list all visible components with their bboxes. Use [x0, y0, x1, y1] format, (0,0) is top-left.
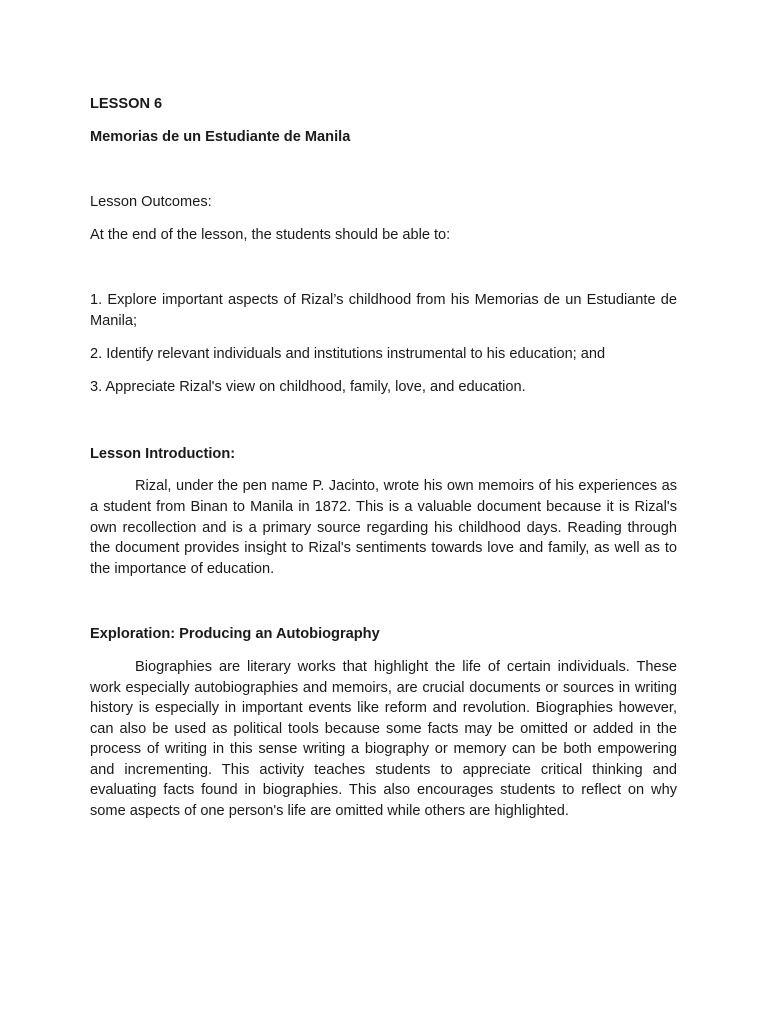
introduction-body: Rizal, under the pen name P. Jacinto, wrote his own memoirs of his experiences as a student from Binan to Manila in 1872. This is a valuable document because it is Rizal's own recollection and is a primary source regarding his childhood days. Reading through the document provides insight to Rizal's sentiments towards love and family, as well as to the importance of education.	[90, 478, 677, 577]
exploration-heading: Exploration: Producing an Autobiography	[90, 626, 380, 643]
outcome-item: 3. Appreciate Rizal's view on childhood, family, love, and education.	[90, 379, 526, 396]
introduction-heading: Lesson Introduction:	[90, 445, 236, 462]
outcome-item: 1. Explore important aspects of Rizal’s childhood from his Memorias de un Estudiante de Manila;	[90, 292, 677, 329]
lesson-number: LESSON 6	[90, 96, 163, 112]
outcomes-intro: At the end of the lesson, the students should be able to:	[90, 226, 451, 243]
outcome-item: 2. Identify relevant individuals and institutions instrumental to his education; and	[90, 345, 606, 362]
exploration-body: Biographies are literary works that highlight the life of certain individuals. These work especially autobiographies and memoirs, are crucial documents or sources in writing history is especially in important events like reform and revolution. Biographies however, can also be used as political tools because some facts may be omitted or added in the process of writing in this sense writing a biography or memory can be both empowering and incrementing. This activity teaches students to appreciate critical thinking and evaluating facts found in biographies. This also encourages students to reflect on why some aspects of one person's life are omitted while others are highlighted.	[90, 658, 677, 820]
document-content	[90, 94, 677, 822]
outcomes-heading: Lesson Outcomes:	[90, 194, 212, 211]
lesson-title: Memorias de un Estudiante de Manila	[90, 128, 351, 145]
